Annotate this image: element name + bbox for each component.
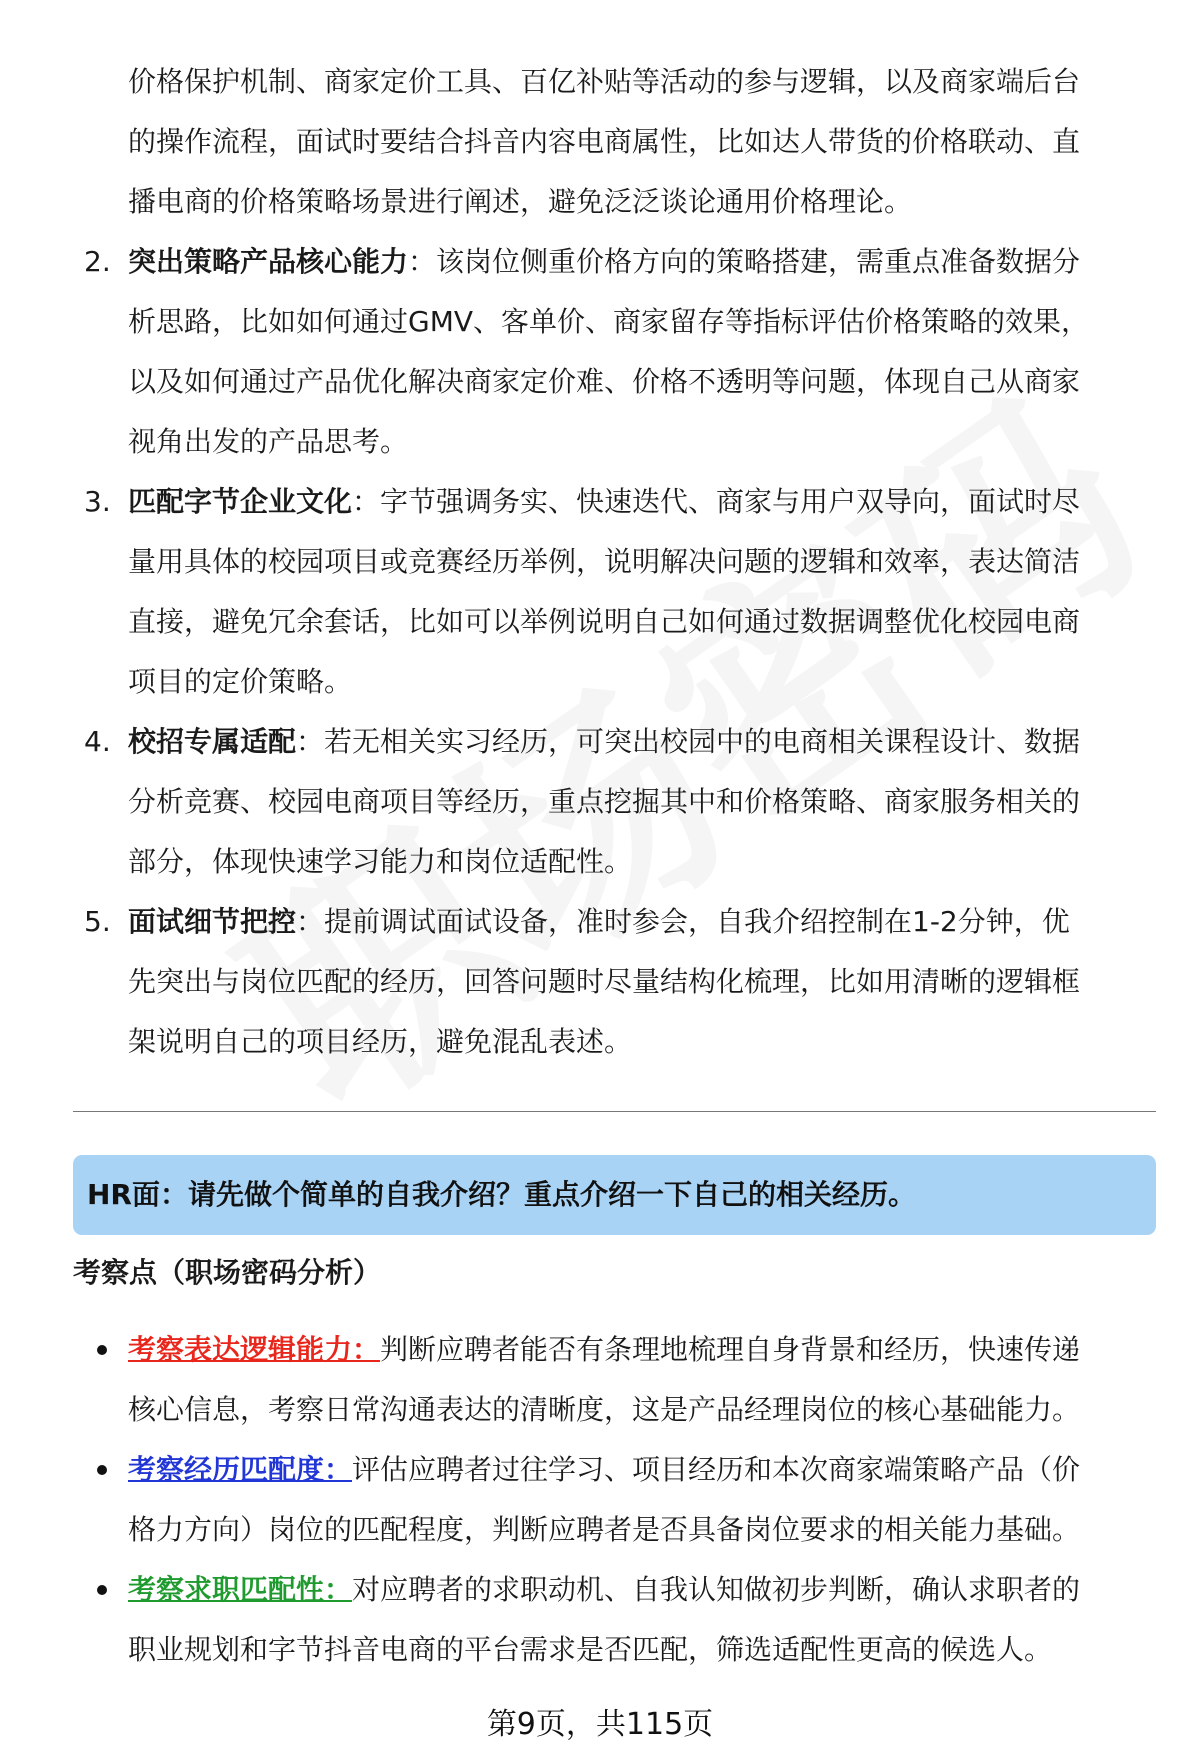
text-line: 分析竞赛、校园电商项目等经历，重点挖掘其中和价格策略、商家服务相关的	[128, 785, 1081, 818]
text-line: 部分，体现快速学习能力和岗位适配性。	[128, 845, 633, 878]
bullet-dot-icon	[97, 1585, 107, 1595]
text-line: 先突出与岗位匹配的经历，回答问题时尽量结构化梳理，比如用清晰的逻辑框	[128, 965, 1081, 998]
point-title: 考察表达逻辑能力：	[128, 1333, 381, 1366]
text-line	[128, 1560, 1200, 1620]
list-item	[0, 1320, 1200, 1440]
assessment-points-list	[0, 1320, 1200, 1680]
bullet-dot-icon	[97, 1465, 107, 1475]
item-title: 突出策略产品核心能力	[128, 245, 409, 278]
text-line: 量用具体的校园项目或竞赛经历举例，说明解决问题的逻辑和效率，表达简洁	[128, 545, 1081, 578]
text-line: 格力方向）岗位的匹配程度，判断应聘者是否具备岗位要求的相关能力基础。	[128, 1513, 1081, 1546]
point-text: 判断应聘者能否有条理地梳理自身背景和经历，快速传递	[380, 1333, 1081, 1366]
page-number: 第9页，共115页	[486, 1707, 714, 1742]
list-item	[0, 1440, 1200, 1560]
item-title: 匹配字节企业文化	[128, 485, 353, 518]
item-text: ：字节强调务实、快速迭代、商家与用户双导向，面试时尽	[352, 485, 1081, 518]
list-item	[0, 1560, 1200, 1680]
section-heading: 考察点（职场密码分析）	[73, 1256, 382, 1289]
text-line: 直接，避免冗余套话，比如可以举例说明自己如何通过数据调整优化校园电商	[128, 605, 1081, 638]
text-line: 以及如何通过产品优化解决商家定价难、价格不透明等问题，体现自己从商家	[128, 365, 1081, 398]
item-number: 5.	[84, 905, 111, 938]
text-line: 架说明自己的项目经历，避免混乱表述。	[128, 1025, 633, 1058]
point-title: 考察经历匹配度：	[128, 1453, 353, 1486]
text-line	[128, 1440, 1200, 1500]
item-text: ：提前调试面试设备，准时参会，自我介绍控制在1-2分钟，优	[296, 905, 1070, 938]
text-line: 项目的定价策略。	[128, 665, 353, 698]
text-line: 职业规划和字节抖音电商的平台需求是否匹配，筛选适配性更高的候选人。	[128, 1633, 1053, 1666]
text-line	[128, 1320, 1200, 1380]
item-text: ：该岗位侧重价格方向的策略搭建，需重点准备数据分	[408, 245, 1081, 278]
intro-paragraph	[128, 52, 1148, 232]
list-item	[0, 472, 1200, 712]
item-number: 4.	[84, 725, 111, 758]
list-item	[0, 892, 1200, 1072]
text-line: 的操作流程，面试时要结合抖音内容电商属性，比如达人带货的价格联动、直	[128, 125, 1081, 158]
item-title: 校招专属适配	[128, 725, 297, 758]
text-line: 播电商的价格策略场景进行阐述，避免泛泛谈论通用价格理论。	[128, 185, 913, 218]
text-line	[128, 712, 1200, 772]
item-number: 3.	[84, 485, 111, 518]
text-line	[128, 472, 1200, 532]
point-title: 考察求职匹配性：	[128, 1573, 353, 1606]
bullet-dot-icon	[97, 1345, 107, 1355]
text-line	[128, 232, 1200, 292]
item-number: 2.	[84, 245, 111, 278]
item-text: ：若无相关实习经历，可突出校园中的电商相关课程设计、数据	[296, 725, 1081, 758]
point-text: 评估应聘者过往学习、项目经历和本次商家端策略产品（价	[352, 1453, 1081, 1486]
question-banner	[73, 1155, 1156, 1235]
text-line	[128, 892, 1200, 952]
section-divider	[73, 1111, 1156, 1112]
question-text: HR面：请先做个简单的自我介绍？重点介绍一下自己的相关经历。	[87, 1178, 916, 1211]
text-line: 视角出发的产品思考。	[128, 425, 409, 458]
text-line: 核心信息，考察日常沟通表达的清晰度，这是产品经理岗位的核心基础能力。	[128, 1393, 1081, 1426]
tips-list	[0, 232, 1200, 1072]
point-text: 对应聘者的求职动机、自我认知做初步判断，确认求职者的	[352, 1573, 1081, 1606]
list-item	[0, 712, 1200, 892]
text-line: 析思路，比如如何通过GMV、客单价、商家留存等指标评估价格策略的效果，	[128, 305, 1090, 338]
item-title: 面试细节把控	[128, 905, 297, 938]
list-item	[0, 232, 1200, 472]
text-line: 价格保护机制、商家定价工具、百亿补贴等活动的参与逻辑，以及商家端后台	[128, 65, 1081, 98]
